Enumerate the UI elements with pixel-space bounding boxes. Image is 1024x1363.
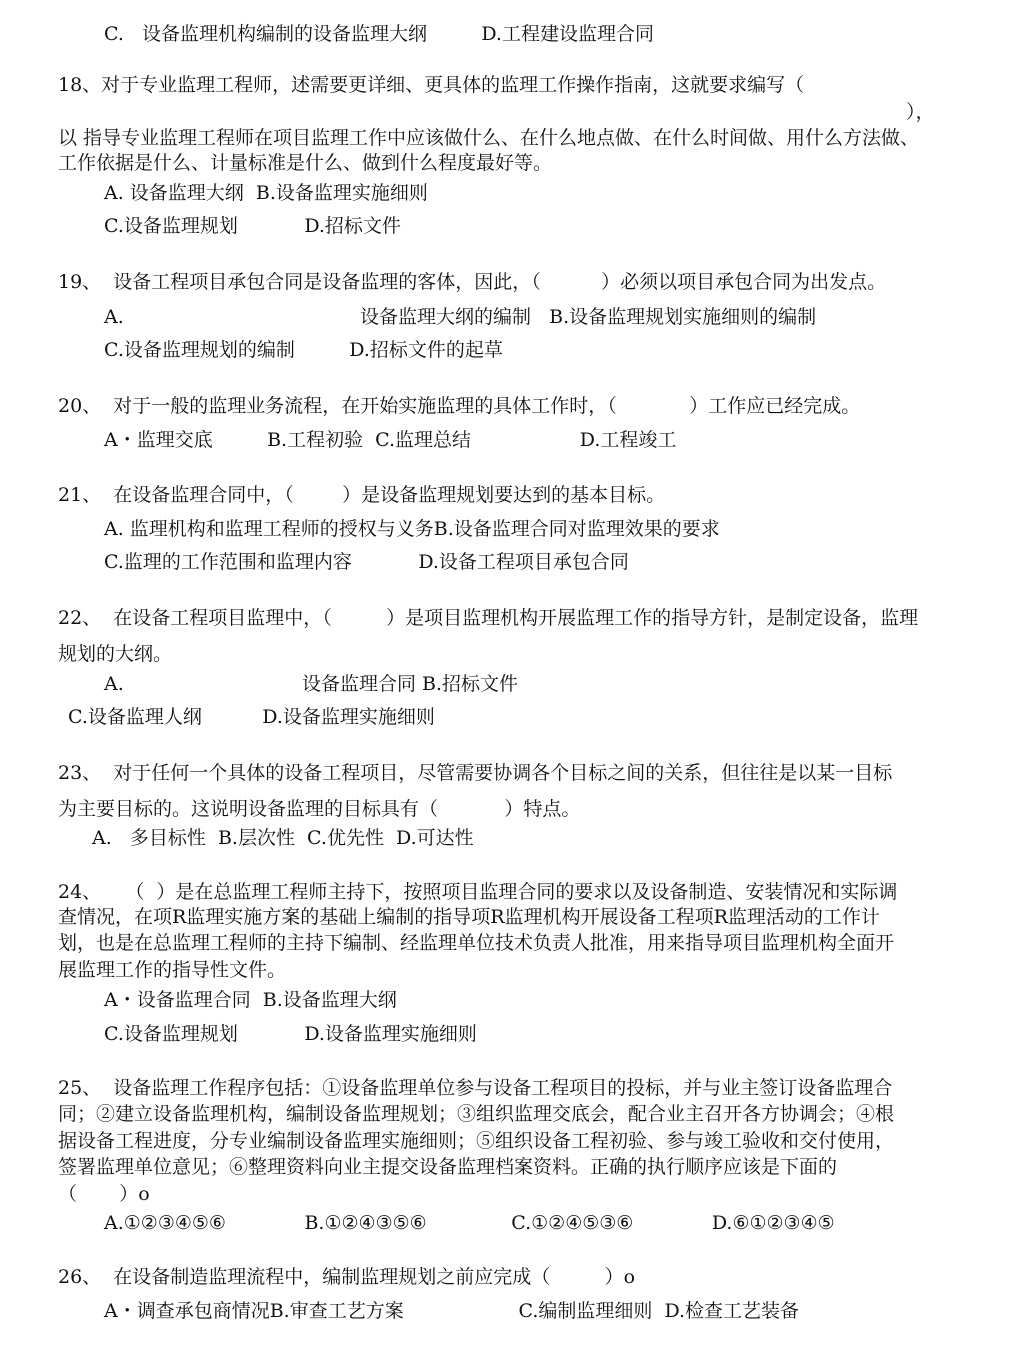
q18-stem-line3: 工作依据是什么、计量标准是什么、做到什么程度最好等。 bbox=[58, 152, 553, 174]
q18-options-cd: C.设备监理规划 D.招标文件 bbox=[104, 215, 401, 237]
q20-options: A・监理交底 B.工程初验 C.监理总结 D.工程竣工 bbox=[104, 429, 677, 451]
q25-stem-line5: （ ）o bbox=[58, 1183, 150, 1205]
q18-stem-blank-close: ）， bbox=[906, 101, 935, 123]
q18-stem-line2: 以 指导专业监理工程师在项目监理工作中应该做什么、在什么地点做、在什么时间做、用什么方法做、 bbox=[58, 127, 920, 149]
q24-stem-line1: 24、 （ ）是在总监理工程师主持下，按照项目监理合同的要求以及设备制造、安装情况和实际调 bbox=[58, 881, 898, 903]
q25-stem-line1: 25、 设备监理工作程序包括：①设备监理单位参与设备工程项目的投标，并与业主签订设备监理合 bbox=[58, 1077, 893, 1099]
q18-stem-line1: 18、对于专业监理工程师，述需要更详细、更具体的监理工作操作指南，这就要求编写（ bbox=[58, 74, 805, 96]
q21-options-ab: A. 监理机构和监理工程师的授权与义务B.设备监理合同对监理效果的要求 bbox=[104, 518, 720, 540]
q22-stem-line1: 22、 在设备工程项目监理中，（ ）是项目监理机构开展监理工作的指导方针，是制定设备，监理 bbox=[58, 607, 919, 629]
q24-stem-line3: 划，也是在总监理工程师的主持下编制、经监理单位技术负责人批准，用来指导项目监理机构全面开 bbox=[58, 932, 895, 954]
q22-stem-line2: 规划的大纲。 bbox=[58, 643, 173, 665]
q23-stem-line1: 23、 对于任何一个具体的设备工程项目，尽管需要协调各个目标之间的关系，但往往是以某一目标 bbox=[58, 762, 893, 784]
q24-stem-line2: 查情况，在项R监理实施方案的基础上编制的指导项R监理机构开展设备工程项R监理活动的工作计 bbox=[58, 906, 880, 928]
q17-options-cd: C. 设备监理机构编制的设备监理大纲 D.工程建设监理合同 bbox=[104, 23, 654, 45]
q23-stem-line2: 为主要目标的。这说明设备监理的目标具有（ ）特点。 bbox=[58, 798, 581, 820]
q19-stem: 19、 设备工程项目承包合同是设备监理的客体，因此，（ ）必须以项目承包合同为出发点。 bbox=[58, 271, 887, 293]
q19-options-cd: C.设备监理规划的编制 D.招标文件的起草 bbox=[104, 339, 503, 361]
q25-stem-line2: 同；②建立设备监理机构，编制设备监理规划；③组织监理交底会，配合业主召开各方协调会；④根 bbox=[58, 1103, 895, 1125]
q19-option-a-letter: A. bbox=[104, 306, 124, 328]
q24-options-cd: C.设备监理规划 D.设备监理实施细则 bbox=[104, 1023, 477, 1045]
q22-options-cd: C.设备监理人纲 D.设备监理实施细则 bbox=[68, 706, 435, 728]
q25-options: A.①②③④⑤⑥ B.①②④③⑤⑥ C.①②④⑤③⑥ D.⑥①②③④⑤ bbox=[104, 1212, 835, 1234]
q23-options: A. 多目标性 B.层次性 C.优先性 D.可达性 bbox=[92, 827, 474, 849]
q24-stem-line4: 展监理工作的指导性文件。 bbox=[58, 959, 287, 981]
q21-options-cd: C.监理的工作范围和监理内容 D.设备工程项目承包合同 bbox=[104, 551, 629, 573]
q25-stem-line4: 签署监理单位意见；⑥整理资料向业主提交设备监理档案资料。正确的执行顺序应该是下面的 bbox=[58, 1156, 838, 1178]
q21-stem: 21、 在设备监理合同中，（ ）是设备监理规划要达到的基本目标。 bbox=[58, 484, 666, 506]
q22-options-ab: 设备监理合同 B.招标文件 bbox=[302, 673, 519, 695]
q24-options-ab: A・设备监理合同 B.设备监理大纲 bbox=[104, 989, 397, 1011]
q18-options-ab: A. 设备监理大纲 B.设备监理实施细则 bbox=[104, 182, 428, 204]
q22-option-a-letter: A. bbox=[104, 673, 124, 695]
q20-stem: 20、 对于一般的监理业务流程，在开始实施监理的具体工作时，（ ）工作应已经完成。 bbox=[58, 395, 861, 417]
q25-stem-line3: 据设备工程进度，分专业编制设备监理实施细则；⑤组织设备工程初验、参与竣工验收和交付使用， bbox=[58, 1130, 895, 1152]
q26-stem: 26、 在设备制造监理流程中，编制监理规划之前应完成（ ）o bbox=[58, 1266, 636, 1288]
q19-options-ab: 设备监理大纲的编制 B.设备监理规划实施细则的编制 bbox=[360, 306, 817, 328]
q26-options: A・调查承包商情况B.审查工艺方案 C.编制监理细则 D.检查工艺装备 bbox=[104, 1300, 800, 1322]
